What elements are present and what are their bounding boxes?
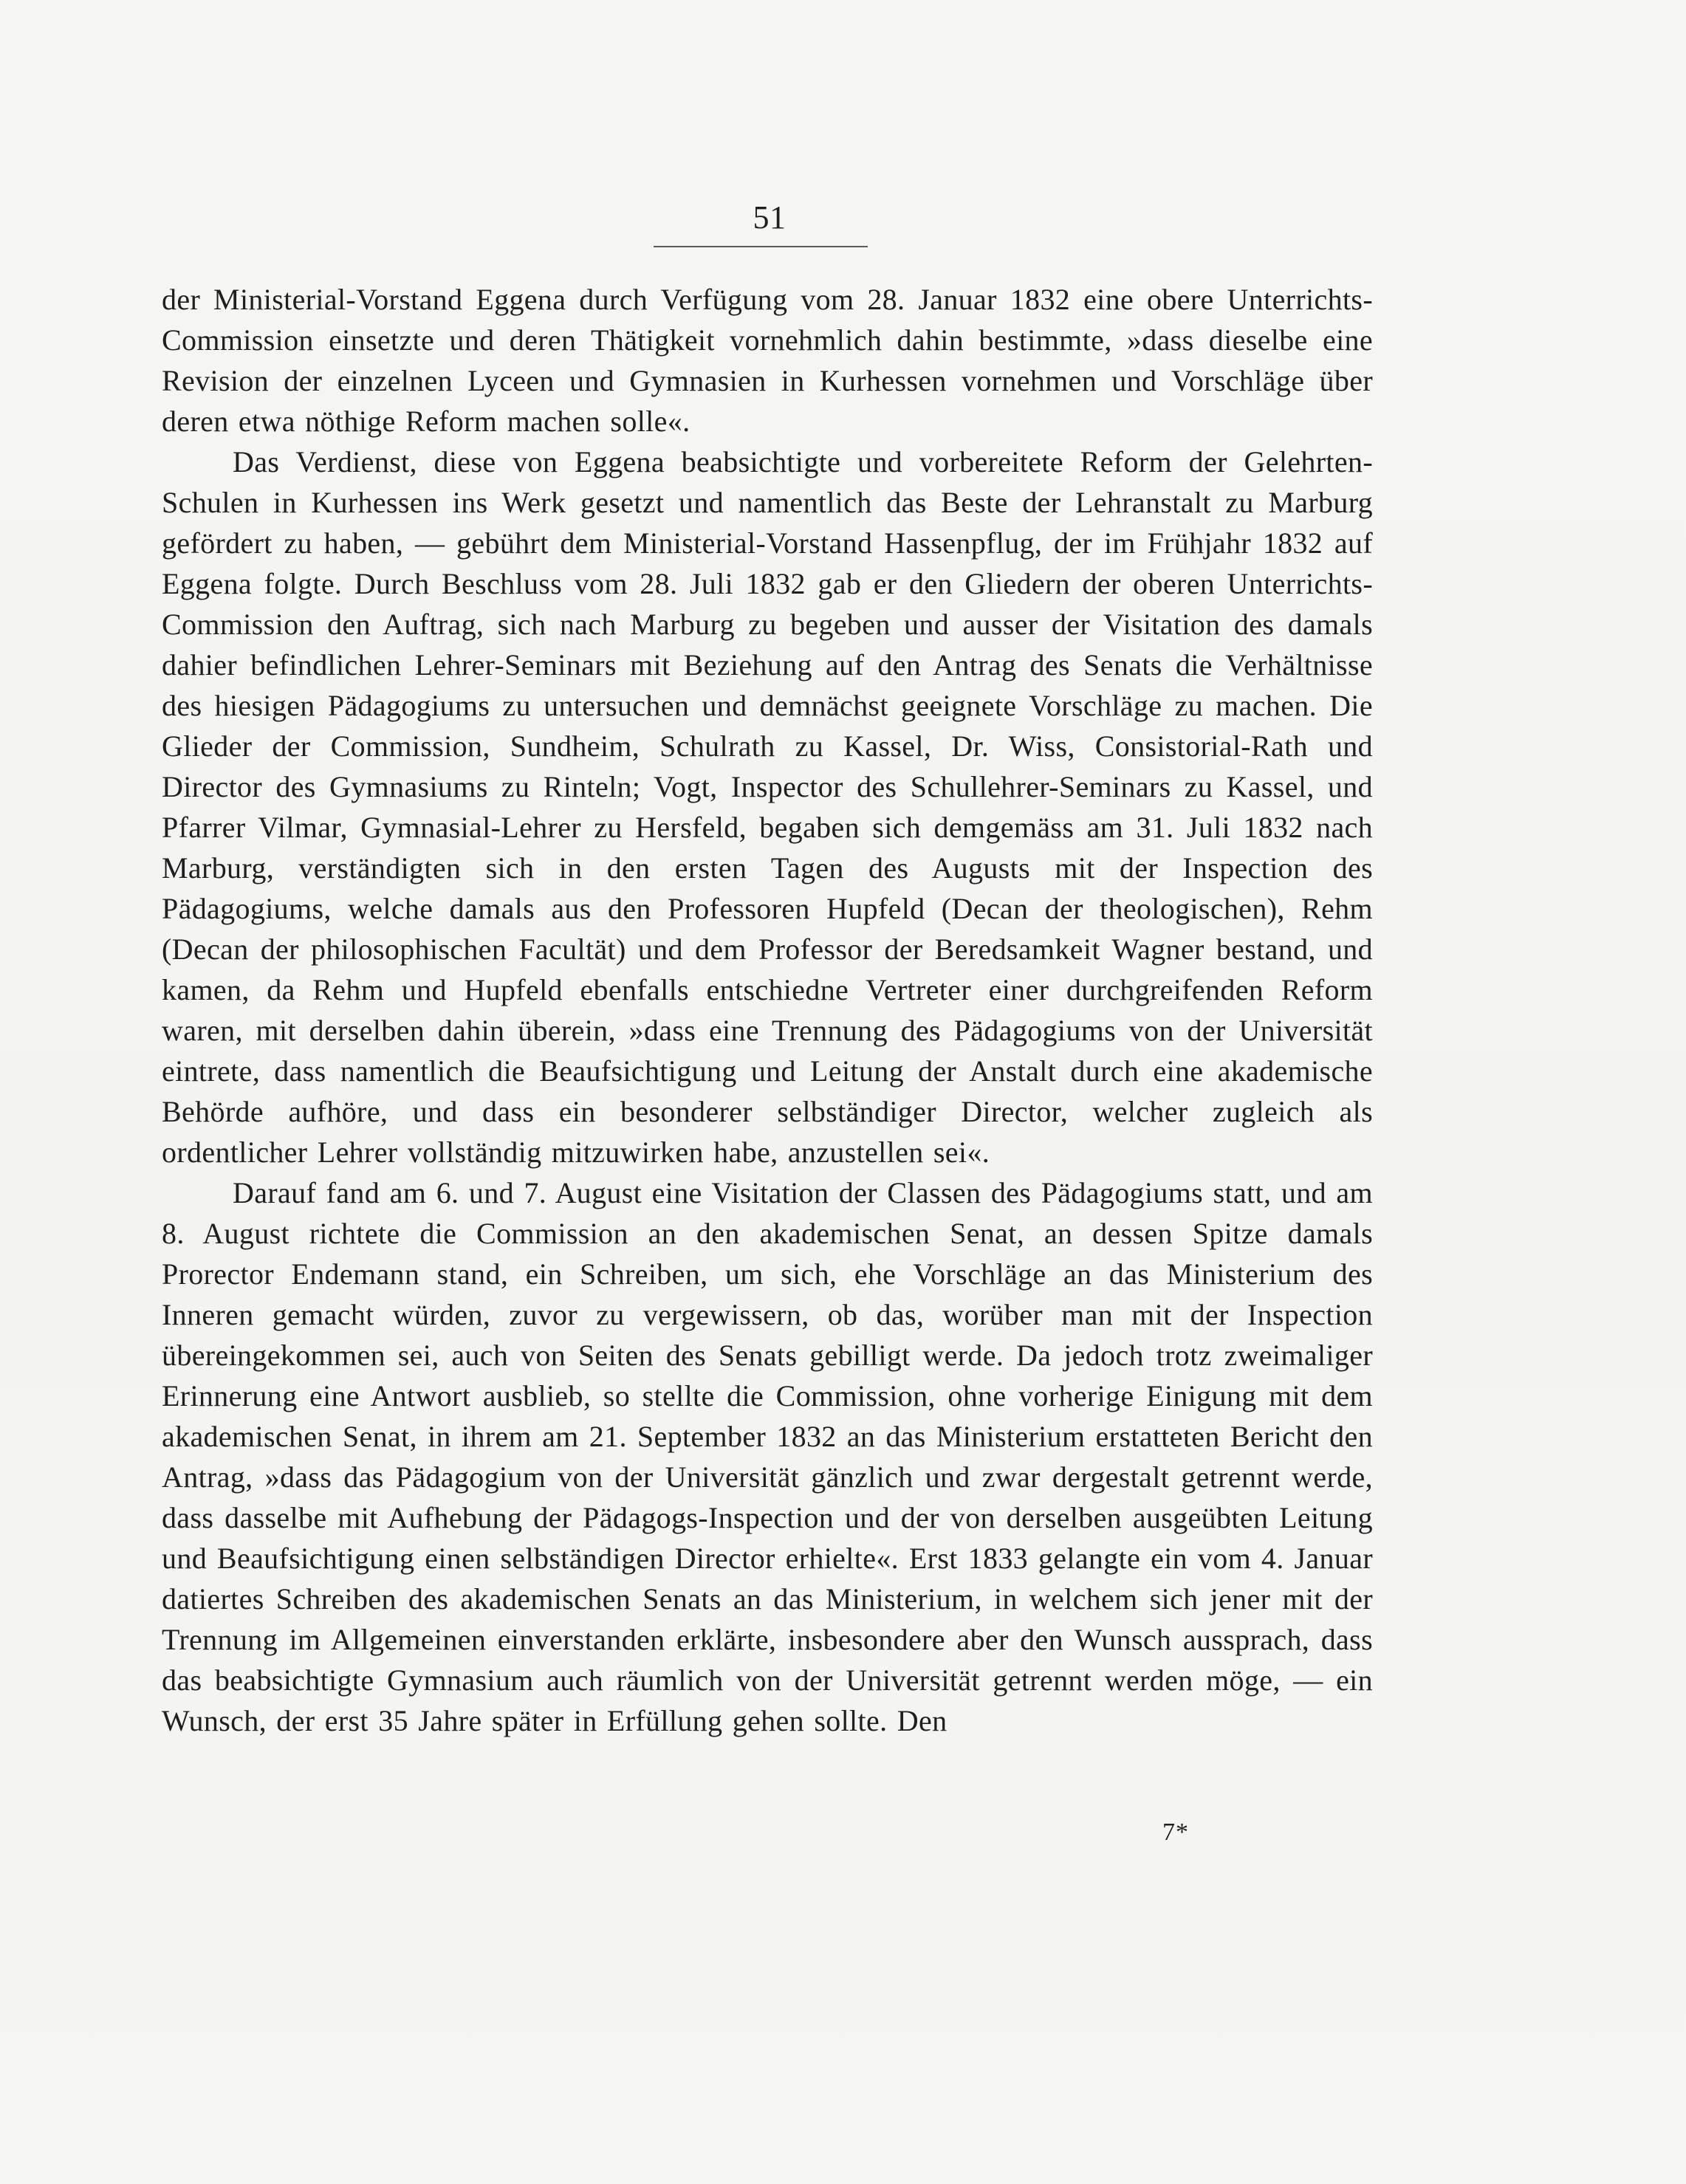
paragraph-2: Das Verdienst, diese von Eggena beabsichtigte und vorbereitete Reform der Gelehrten-Schulen in Kurhessen ins Werk gesetzt und namentlich das Beste der Lehranstalt zu Marburg gefördert zu haben, — gebührt dem Ministerial-Vorstand Hassenpflug, der im Frühjahr 1832 auf Eggena folgte. Durch Beschluss vom 28. Juli 1832 gab er den Gliedern der oberen Unterrichts-Commission den Auftrag, sich nach Marburg zu begeben und ausser der Visitation des damals dahier befindlichen Lehrer-Seminars mit Beziehung auf den Antrag des Senats die Verhältnisse des hiesigen Pädagogiums zu untersuchen und demnächst geeignete Vorschläge zu machen. Die Glieder der Commission, Sundheim, Schulrath zu Kassel, Dr. Wiss, Consistorial-Rath und Director des Gymnasiums zu Rinteln; Vogt, Inspector des Schullehrer-Seminars zu Kassel, und Pfarrer Vilmar, Gymnasial-Lehrer zu Hersfeld, begaben sich demgemäss am 31. Juli 1832 nach Marburg, verständigten sich in den ersten Tagen des Augusts mit der Inspection des Pädagogiums, welche damals aus den Professoren Hupfeld (Decan der theologischen), Rehm (Decan der philosophischen Facultät) und dem Professor der Beredsamkeit Wagner bestand, und kamen, da Rehm und Hupfeld ebenfalls entschiedne Vertreter einer durchgreifenden Reform waren, mit derselben dahin überein, »dass eine Trennung des Pädagogiums von der Universität eintrete, dass namentlich die Beaufsichtigung und Leitung der Anstalt durch eine akademische Behörde aufhöre, und dass ein besonderer selbständiger Director, welcher zugleich als ordentlicher Lehrer vollständig mitzuwirken habe, anzustellen sei«. (162, 445, 1373, 1169)
page-number: 51 (753, 199, 787, 236)
header-rule (654, 246, 868, 247)
body-text (162, 279, 1373, 1741)
printer-signature: 7* (1162, 1819, 1189, 1846)
paragraph-3: Darauf fand am 6. und 7. August eine Visitation der Classen des Pädagogiums statt, und am 8. August richtete die Commission an den akademischen Senat, an dessen Spitze damals Prorector Endemann stand, ein Schreiben, um sich, ehe Vorschläge an das Ministerium des Inneren gemacht würden, zuvor zu vergewissern, ob das, worüber man mit der Inspection übereingekommen sei, auch von Seiten des Senats gebilligt werde. Da jedoch trotz zweimaliger Erinnerung eine Antwort ausblieb, so stellte die Commission, ohne vorherige Einigung mit dem akademischen Senat, in ihrem am 21. September 1832 an das Ministerium erstatteten Bericht den Antrag, »dass das Pädagogium von der Universität gänzlich und zwar dergestalt getrennt werde, dass dasselbe mit Aufhebung der Pädagogs-Inspection und der von derselben ausgeübten Leitung und Beaufsichtigung einen selbständigen Director erhielte«. Erst 1833 gelangte ein vom 4. Januar datiertes Schreiben des akademischen Senats an das Ministerium, in welchem sich jener mit der Trennung im Allgemeinen einverstanden erklärte, insbesondere aber den Wunsch aussprach, dass das beabsichtigte Gymnasium auch räumlich von der Universität getrennt werden möge, — ein Wunsch, der erst 35 Jahre später in Erfüllung gehen sollte. Den (162, 1176, 1373, 1737)
paragraph-1: der Ministerial-Vorstand Eggena durch Verfügung vom 28. Januar 1832 eine obere Unterrichts-Commission einsetzte und deren Thätigkeit vornehmlich dahin bestimmte, »dass dieselbe eine Revision der einzelnen Lyceen und Gymnasien in Kurhessen vornehmen und Vorschläge über deren etwa nöthige Reform machen solle«. (162, 283, 1373, 438)
